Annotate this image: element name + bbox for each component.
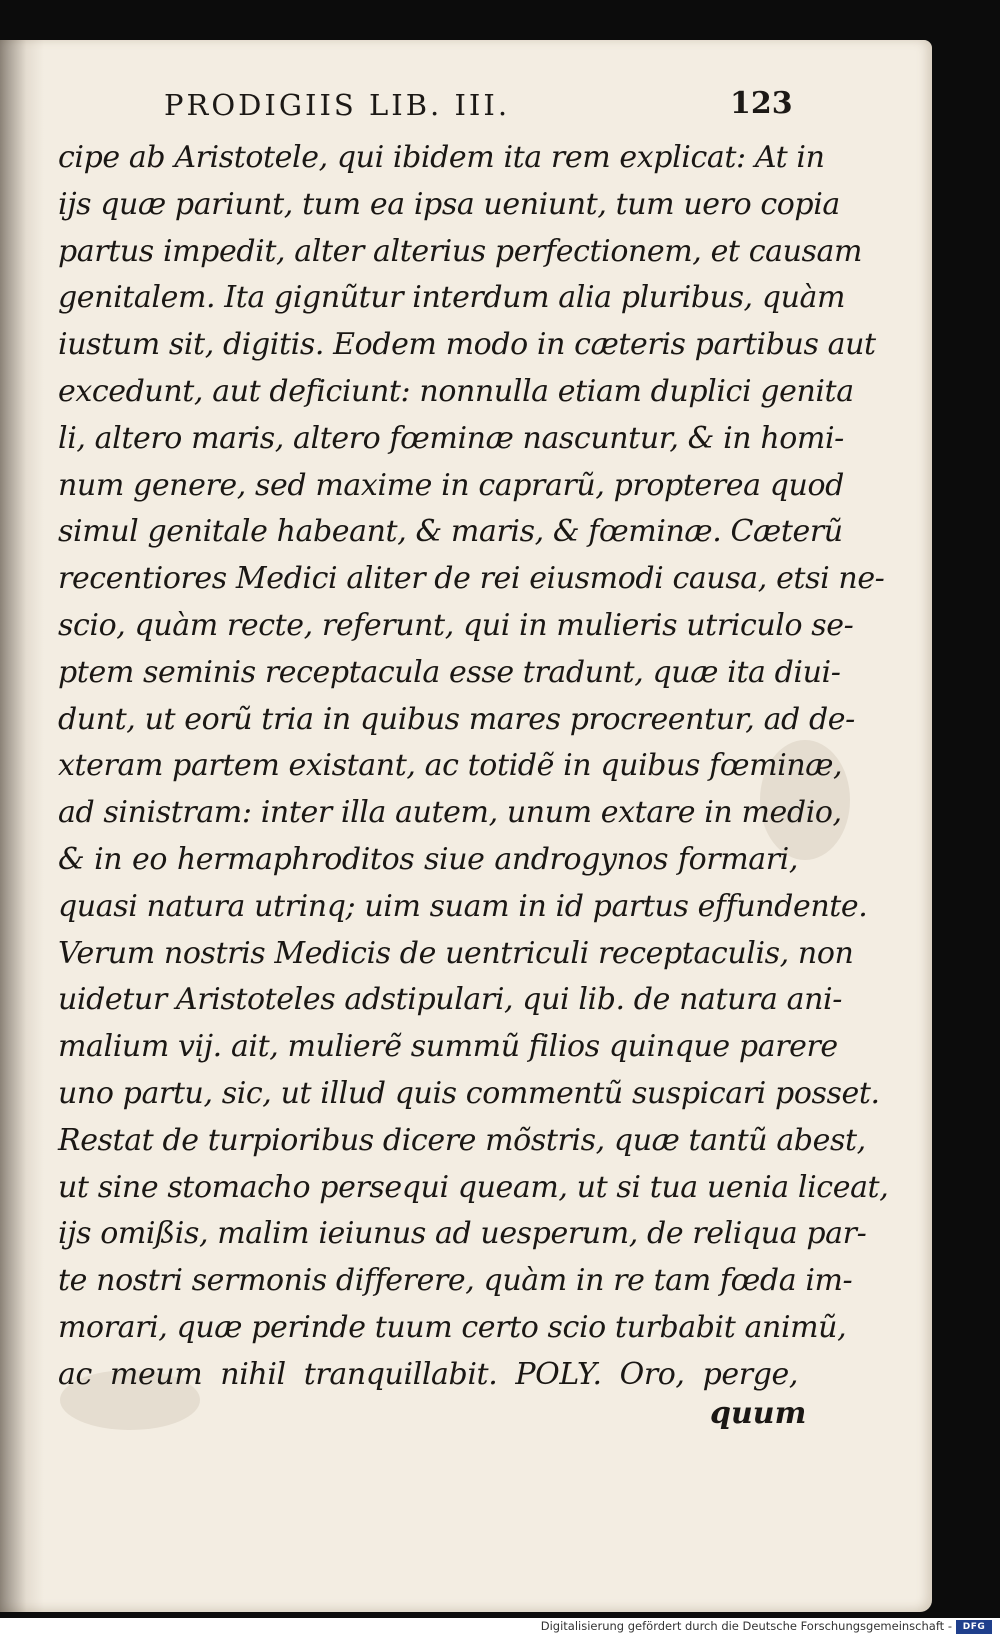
- body-text: [58, 135, 889, 1399]
- text-line: Restat de turpioribus dicere mõstris, quæ tantũ abest,: [58, 1122, 866, 1158]
- text-line: excedunt, aut deficiunt: nonnulla etiam duplici genita: [58, 373, 854, 409]
- text-line: xteram partem existant, ac totidẽ in quibus fœminæ,: [58, 748, 843, 784]
- text-line: simul genitale habeant, & maris, & fœminæ. Cæterũ: [58, 514, 843, 550]
- footer-bar: [0, 1618, 1000, 1637]
- text-line: ijs omißis, malim ieiunus ad uesperum, de reliqua par-: [58, 1216, 867, 1252]
- running-head: [0, 88, 932, 128]
- text-line: Verum nostris Medicis de uentriculi receptaculis, non: [58, 935, 854, 971]
- text-line: uidetur Aristoteles adstipulari, qui lib. de natura ani-: [58, 982, 842, 1018]
- text-line: te nostri sermonis differere, quàm in re tam fœda im-: [58, 1263, 853, 1299]
- text-line: & in eo hermaphroditos siue androgynos formari,: [58, 841, 798, 877]
- text-line: morari, quæ perinde tuum certo scio turbabit animũ,: [58, 1309, 847, 1345]
- text-line: quasi natura utrinq; uim suam in id partus effundente.: [58, 888, 868, 924]
- page-number: 123: [730, 86, 793, 121]
- dfg-logo: DFG: [956, 1620, 992, 1634]
- text-line: dunt, ut eorũ tria in quibus mares procreentur, ad de-: [58, 701, 855, 737]
- footer-credit: Digitalisierung gefördert durch die Deutsche Forschungsgemeinschaft -: [540, 1619, 952, 1633]
- text-line: partus impedit, alter alterius perfectionem, et causam: [58, 233, 863, 269]
- text-line: li, altero maris, altero fœminæ nascuntur, & in homi-: [58, 420, 844, 456]
- text-line: ptem seminis receptacula esse tradunt, quæ ita diui-: [58, 654, 841, 690]
- text-line: ijs quæ pariunt, tum ea ipsa ueniunt, tum uero copia: [58, 186, 840, 222]
- text-line: malium vij. ait, mulierẽ summũ filios quinque parere: [58, 1029, 838, 1065]
- text-line: ac meum nihil tranquillabit. POLY. Oro, perge,: [58, 1356, 798, 1392]
- text-line: ut sine stomacho persequi queam, ut si tua uenia liceat,: [58, 1169, 889, 1205]
- text-line: num genere, sed maxime in caprarũ, propterea quod: [58, 467, 844, 503]
- running-head-title: PRODIGIIS LIB. III.: [164, 88, 511, 122]
- text-line: genitalem. Ita gignũtur interdum alia pluribus, quàm: [58, 280, 846, 316]
- text-line: recentiores Medici aliter de rei eiusmodi causa, etsi ne-: [58, 561, 885, 597]
- text-line: scio, quàm recte, referunt, qui in mulieris utriculo se-: [58, 607, 854, 643]
- text-line: uno partu, sic, ut illud quis commentũ suspicari posset.: [58, 1075, 880, 1111]
- text-line: cipe ab Aristotele, qui ibidem ita rem explicat: At in: [58, 140, 825, 175]
- text-line: iustum sit, digitis. Eodem modo in cæteris partibus aut: [58, 327, 876, 363]
- catchword: quum: [710, 1396, 807, 1431]
- text-line: ad sinistram: inter illa autem, unum extare in medio,: [58, 795, 842, 831]
